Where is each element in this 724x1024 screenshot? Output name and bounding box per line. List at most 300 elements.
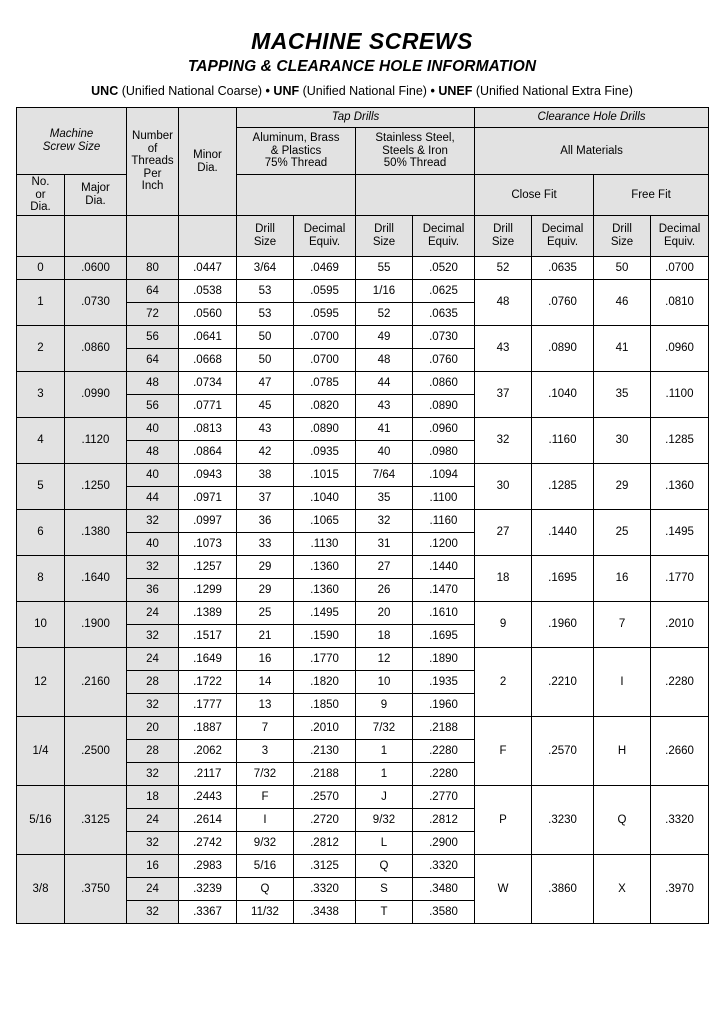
cell-tap-aluminum-drill-size: 14 [237, 671, 294, 694]
cell-major-dia: .1640 [65, 556, 127, 602]
cell-tap-aluminum-drill-size: 50 [237, 326, 294, 349]
cell-tap-stainless-drill-size: T [356, 901, 413, 924]
cell-close-fit-drill-size: 37 [475, 372, 532, 418]
cell-tap-stainless-drill-size: 27 [356, 556, 413, 579]
cell-tap-aluminum-decimal: .0700 [294, 326, 356, 349]
label-equiv: Equiv. [663, 236, 696, 248]
cell-tap-stainless-decimal: .1890 [413, 648, 475, 671]
cell-minor-dia: .0813 [179, 418, 237, 441]
cell-tap-aluminum-decimal: .0595 [294, 280, 356, 303]
table-row [17, 418, 709, 441]
cell-tap-stainless-decimal: .2280 [413, 763, 475, 786]
cell-close-fit-drill-size: 18 [475, 556, 532, 602]
cell-tap-stainless-decimal: .0520 [413, 257, 475, 280]
cell-tap-stainless-drill-size: S [356, 878, 413, 901]
legend-unef-abbr: UNEF [438, 84, 473, 98]
cell-free-fit-decimal: .1770 [651, 556, 709, 602]
cell-free-fit-drill-size: 30 [594, 418, 651, 464]
cell-screw-number: 12 [17, 648, 65, 717]
cell-close-fit-drill-size: 48 [475, 280, 532, 326]
label-equiv: Equiv. [308, 236, 341, 248]
legend-unef-full: (Unified National Extra Fine) [475, 84, 633, 98]
cell-tap-aluminum-drill-size: 33 [237, 533, 294, 556]
cell-threads-per-inch: 24 [127, 878, 179, 901]
header-minor-line1: Minor [193, 148, 222, 161]
cell-threads-per-inch: 24 [127, 809, 179, 832]
header-machine-screw-size [17, 108, 127, 175]
cell-tap-aluminum-drill-size: 3/64 [237, 257, 294, 280]
cell-tap-stainless-drill-size: 48 [356, 349, 413, 372]
cell-minor-dia: .2117 [179, 763, 237, 786]
cell-minor-dia: .0771 [179, 395, 237, 418]
header-clearance-hole-drills: Clearance Hole Drills [475, 108, 709, 128]
cell-tap-aluminum-drill-size: 29 [237, 556, 294, 579]
table-row [17, 326, 709, 349]
cell-screw-number: 3/8 [17, 855, 65, 924]
cell-tap-aluminum-decimal: .1040 [294, 487, 356, 510]
header-no-line1: No. [31, 176, 50, 189]
cell-threads-per-inch: 80 [127, 257, 179, 280]
cell-free-fit-decimal: .1360 [651, 464, 709, 510]
cell-free-fit-decimal: .3320 [651, 786, 709, 855]
cell-tap-aluminum-drill-size: 7/32 [237, 763, 294, 786]
label-size: Size [372, 236, 396, 248]
cell-minor-dia: .0997 [179, 510, 237, 533]
cell-tap-aluminum-decimal: .2010 [294, 717, 356, 740]
header-col-free-drill-size [594, 216, 651, 257]
cell-free-fit-decimal: .2660 [651, 717, 709, 786]
cell-screw-number: 5/16 [17, 786, 65, 855]
cell-tap-stainless-decimal: .0625 [413, 280, 475, 303]
cell-tap-stainless-decimal: .2280 [413, 740, 475, 763]
cell-tap-aluminum-drill-size: 21 [237, 625, 294, 648]
cell-minor-dia: .3239 [179, 878, 237, 901]
header-threads-line4: Per [143, 167, 162, 180]
cell-free-fit-drill-size: Q [594, 786, 651, 855]
legend-unc-abbr: UNC [91, 84, 119, 98]
cell-minor-dia: .3367 [179, 901, 237, 924]
table-row [17, 257, 709, 280]
cell-minor-dia: .0734 [179, 372, 237, 395]
label-drill: Drill [493, 223, 513, 236]
header-threads-line3: Threads [131, 155, 174, 168]
cell-tap-aluminum-decimal: .1360 [294, 579, 356, 602]
header-stainless-line1: Stainless Steel, [375, 132, 455, 145]
label-drill: Drill [255, 223, 275, 236]
cell-tap-aluminum-drill-size: 53 [237, 280, 294, 303]
cell-close-fit-drill-size: 30 [475, 464, 532, 510]
cell-tap-aluminum-drill-size: 29 [237, 579, 294, 602]
header-aluminum-line1: Aluminum, Brass [252, 132, 340, 145]
cell-major-dia: .3125 [65, 786, 127, 855]
cell-threads-per-inch: 32 [127, 832, 179, 855]
cell-minor-dia: .0538 [179, 280, 237, 303]
cell-threads-per-inch: 32 [127, 763, 179, 786]
machine-screw-table [16, 107, 709, 924]
cell-major-dia: .1380 [65, 510, 127, 556]
header-aluminum-brass-plastics [237, 128, 356, 175]
cell-minor-dia: .2983 [179, 855, 237, 878]
cell-free-fit-decimal: .0960 [651, 326, 709, 372]
cell-tap-aluminum-drill-size: 45 [237, 395, 294, 418]
cell-tap-aluminum-decimal: .3125 [294, 855, 356, 878]
cell-tap-stainless-decimal: .0980 [413, 441, 475, 464]
cell-tap-stainless-drill-size: 44 [356, 372, 413, 395]
cell-minor-dia: .1887 [179, 717, 237, 740]
cell-screw-number: 10 [17, 602, 65, 648]
label-decimal: Decimal [422, 223, 465, 236]
cell-threads-per-inch: 56 [127, 395, 179, 418]
cell-minor-dia: .0971 [179, 487, 237, 510]
cell-tap-stainless-drill-size: 31 [356, 533, 413, 556]
header-machine-screw-size-line1: Machine [49, 128, 94, 141]
cell-screw-number: 2 [17, 326, 65, 372]
cell-tap-aluminum-decimal: .1015 [294, 464, 356, 487]
header-free-fit: Free Fit [594, 175, 709, 216]
cell-close-fit-drill-size: 27 [475, 510, 532, 556]
cell-tap-aluminum-decimal: .1130 [294, 533, 356, 556]
cell-tap-stainless-drill-size: 40 [356, 441, 413, 464]
cell-threads-per-inch: 24 [127, 648, 179, 671]
cell-minor-dia: .1722 [179, 671, 237, 694]
table-header [17, 108, 709, 257]
cell-tap-stainless-decimal: .2812 [413, 809, 475, 832]
cell-free-fit-drill-size: 50 [594, 257, 651, 280]
cell-screw-number: 3 [17, 372, 65, 418]
cell-screw-number: 4 [17, 418, 65, 464]
header-no-line2: or [35, 188, 46, 201]
cell-threads-per-inch: 28 [127, 740, 179, 763]
label-size: Size [610, 236, 634, 248]
cell-free-fit-drill-size: 46 [594, 280, 651, 326]
header-col-tap-ss-drill-size [356, 216, 413, 257]
cell-tap-stainless-decimal: .3320 [413, 855, 475, 878]
cell-tap-stainless-drill-size: 1 [356, 763, 413, 786]
cell-minor-dia: .1073 [179, 533, 237, 556]
cell-tap-stainless-drill-size: 49 [356, 326, 413, 349]
table-row [17, 648, 709, 671]
cell-tap-stainless-decimal: .3480 [413, 878, 475, 901]
header-no-line3: Dia. [30, 201, 51, 214]
cell-tap-stainless-drill-size: 18 [356, 625, 413, 648]
cell-major-dia: .0600 [65, 257, 127, 280]
cell-tap-aluminum-drill-size: 50 [237, 349, 294, 372]
table-row [17, 717, 709, 740]
cell-tap-stainless-decimal: .2900 [413, 832, 475, 855]
label-drill: Drill [374, 223, 394, 236]
header-tap-drill-blank-2 [356, 175, 475, 216]
cell-threads-per-inch: 16 [127, 855, 179, 878]
cell-close-fit-decimal: .0760 [532, 280, 594, 326]
cell-minor-dia: .1389 [179, 602, 237, 625]
cell-close-fit-drill-size: F [475, 717, 532, 786]
cell-tap-stainless-decimal: .2770 [413, 786, 475, 809]
cell-close-fit-drill-size: 32 [475, 418, 532, 464]
cell-threads-per-inch: 40 [127, 418, 179, 441]
cell-minor-dia: .0668 [179, 349, 237, 372]
cell-tap-aluminum-drill-size: 13 [237, 694, 294, 717]
cell-minor-dia: .0560 [179, 303, 237, 326]
cell-tap-stainless-decimal: .0960 [413, 418, 475, 441]
cell-tap-aluminum-decimal: .2570 [294, 786, 356, 809]
header-col-sub-threads [127, 216, 179, 257]
cell-close-fit-drill-size: 52 [475, 257, 532, 280]
cell-threads-per-inch: 28 [127, 671, 179, 694]
cell-tap-stainless-decimal: .1610 [413, 602, 475, 625]
cell-tap-stainless-decimal: .1440 [413, 556, 475, 579]
cell-threads-per-inch: 32 [127, 625, 179, 648]
cell-close-fit-decimal: .2210 [532, 648, 594, 717]
cell-tap-stainless-drill-size: 9 [356, 694, 413, 717]
cell-tap-aluminum-decimal: .1770 [294, 648, 356, 671]
cell-tap-aluminum-decimal: .2130 [294, 740, 356, 763]
header-row-columns [17, 216, 709, 257]
cell-tap-aluminum-decimal: .0700 [294, 349, 356, 372]
cell-close-fit-decimal: .0635 [532, 257, 594, 280]
header-threads-line5: Inch [141, 180, 164, 193]
cell-tap-stainless-decimal: .0860 [413, 372, 475, 395]
cell-close-fit-decimal: .1440 [532, 510, 594, 556]
cell-threads-per-inch: 48 [127, 372, 179, 395]
cell-free-fit-decimal: .2010 [651, 602, 709, 648]
cell-threads-per-inch: 32 [127, 694, 179, 717]
cell-minor-dia: .1517 [179, 625, 237, 648]
cell-tap-aluminum-drill-size: Q [237, 878, 294, 901]
header-major-line2: Dia. [85, 195, 106, 207]
header-stainless-line3: 50% Thread [383, 157, 447, 170]
label-decimal: Decimal [658, 223, 701, 236]
cell-tap-aluminum-drill-size: 9/32 [237, 832, 294, 855]
cell-screw-number: 6 [17, 510, 65, 556]
cell-close-fit-decimal: .3860 [532, 855, 594, 924]
header-col-tap-al-drill-size [237, 216, 294, 257]
cell-close-fit-drill-size: W [475, 855, 532, 924]
cell-minor-dia: .0447 [179, 257, 237, 280]
page-title: MACHINE SCREWS [251, 28, 473, 54]
cell-minor-dia: .0943 [179, 464, 237, 487]
header-col-close-drill-size [475, 216, 532, 257]
cell-threads-per-inch: 36 [127, 579, 179, 602]
page-subtitle: TAPPING & CLEARANCE HOLE INFORMATION [187, 58, 537, 75]
cell-free-fit-drill-size: 25 [594, 510, 651, 556]
cell-tap-stainless-drill-size: Q [356, 855, 413, 878]
cell-tap-aluminum-drill-size: 53 [237, 303, 294, 326]
cell-tap-stainless-decimal: .1094 [413, 464, 475, 487]
cell-threads-per-inch: 56 [127, 326, 179, 349]
header-close-fit: Close Fit [475, 175, 594, 216]
legend-separator-1: • [265, 84, 270, 98]
legend-unf-abbr: UNF [273, 84, 300, 98]
cell-free-fit-decimal: .3970 [651, 855, 709, 924]
cell-major-dia: .2500 [65, 717, 127, 786]
cell-tap-stainless-drill-size: 52 [356, 303, 413, 326]
cell-free-fit-drill-size: 29 [594, 464, 651, 510]
cell-tap-stainless-drill-size: 20 [356, 602, 413, 625]
cell-minor-dia: .0864 [179, 441, 237, 464]
label-equiv: Equiv. [427, 236, 460, 248]
cell-threads-per-inch: 64 [127, 280, 179, 303]
header-threads-per-inch [127, 108, 179, 216]
cell-major-dia: .1250 [65, 464, 127, 510]
cell-minor-dia: .1777 [179, 694, 237, 717]
cell-tap-stainless-drill-size: 1 [356, 740, 413, 763]
cell-tap-aluminum-drill-size: 38 [237, 464, 294, 487]
header-minor-dia [179, 108, 237, 216]
cell-close-fit-decimal: .3230 [532, 786, 594, 855]
cell-free-fit-decimal: .0700 [651, 257, 709, 280]
cell-tap-aluminum-decimal: .2812 [294, 832, 356, 855]
cell-close-fit-drill-size: 2 [475, 648, 532, 717]
cell-free-fit-decimal: .0810 [651, 280, 709, 326]
table-row [17, 280, 709, 303]
cell-tap-stainless-drill-size: 1/16 [356, 280, 413, 303]
cell-threads-per-inch: 72 [127, 303, 179, 326]
cell-tap-aluminum-drill-size: 37 [237, 487, 294, 510]
cell-tap-stainless-drill-size: 35 [356, 487, 413, 510]
cell-minor-dia: .2443 [179, 786, 237, 809]
cell-free-fit-decimal: .1100 [651, 372, 709, 418]
cell-close-fit-decimal: .0890 [532, 326, 594, 372]
header-tap-drill-blank-1 [237, 175, 356, 216]
cell-threads-per-inch: 32 [127, 510, 179, 533]
cell-tap-stainless-drill-size: 9/32 [356, 809, 413, 832]
header-major-dia [65, 175, 127, 216]
cell-tap-aluminum-decimal: .3438 [294, 901, 356, 924]
cell-close-fit-decimal: .2570 [532, 717, 594, 786]
header-minor-line2: Dia. [197, 161, 218, 174]
cell-tap-stainless-drill-size: 26 [356, 579, 413, 602]
cell-tap-aluminum-decimal: .3320 [294, 878, 356, 901]
cell-tap-stainless-decimal: .0890 [413, 395, 475, 418]
cell-minor-dia: .1257 [179, 556, 237, 579]
cell-tap-aluminum-drill-size: 47 [237, 372, 294, 395]
cell-tap-aluminum-decimal: .2720 [294, 809, 356, 832]
cell-tap-stainless-decimal: .2188 [413, 717, 475, 740]
cell-free-fit-decimal: .1285 [651, 418, 709, 464]
cell-tap-aluminum-decimal: .1495 [294, 602, 356, 625]
cell-minor-dia: .2062 [179, 740, 237, 763]
cell-tap-aluminum-drill-size: I [237, 809, 294, 832]
header-all-materials: All Materials [475, 128, 709, 175]
label-equiv: Equiv. [546, 236, 579, 248]
cell-free-fit-decimal: .1495 [651, 510, 709, 556]
cell-tap-aluminum-drill-size: 3 [237, 740, 294, 763]
table-body [17, 257, 709, 924]
header-col-close-decimal [532, 216, 594, 257]
table-row [17, 855, 709, 878]
cell-tap-stainless-drill-size: 7/32 [356, 717, 413, 740]
cell-minor-dia: .1649 [179, 648, 237, 671]
label-drill: Drill [612, 223, 632, 236]
cell-major-dia: .1900 [65, 602, 127, 648]
cell-tap-stainless-decimal: .1470 [413, 579, 475, 602]
cell-tap-aluminum-decimal: .1850 [294, 694, 356, 717]
header-no-or-dia [17, 175, 65, 216]
header-stainless-steels-iron [356, 128, 475, 175]
header-tap-drills: Tap Drills [237, 108, 475, 128]
cell-threads-per-inch: 40 [127, 464, 179, 487]
cell-close-fit-decimal: .1695 [532, 556, 594, 602]
cell-tap-stainless-decimal: .1960 [413, 694, 475, 717]
cell-tap-stainless-drill-size: 32 [356, 510, 413, 533]
table-row [17, 786, 709, 809]
cell-threads-per-inch: 24 [127, 602, 179, 625]
cell-tap-stainless-decimal: .0730 [413, 326, 475, 349]
header-col-tap-al-decimal [294, 216, 356, 257]
cell-major-dia: .3750 [65, 855, 127, 924]
label-decimal: Decimal [541, 223, 584, 236]
cell-tap-aluminum-drill-size: 43 [237, 418, 294, 441]
header-col-free-decimal [651, 216, 709, 257]
cell-threads-per-inch: 32 [127, 901, 179, 924]
cell-tap-aluminum-decimal: .1820 [294, 671, 356, 694]
cell-tap-stainless-decimal: .1100 [413, 487, 475, 510]
cell-screw-number: 1/4 [17, 717, 65, 786]
cell-threads-per-inch: 20 [127, 717, 179, 740]
header-threads-line1: Number [132, 129, 173, 142]
thread-series-legend [16, 84, 708, 98]
header-col-tap-ss-decimal [413, 216, 475, 257]
cell-tap-stainless-drill-size: 43 [356, 395, 413, 418]
cell-tap-aluminum-decimal: .0890 [294, 418, 356, 441]
legend-separator-2: • [430, 84, 435, 98]
cell-tap-aluminum-decimal: .0785 [294, 372, 356, 395]
cell-close-fit-drill-size: P [475, 786, 532, 855]
cell-tap-aluminum-drill-size: 36 [237, 510, 294, 533]
cell-major-dia: .1120 [65, 418, 127, 464]
cell-tap-aluminum-drill-size: 11/32 [237, 901, 294, 924]
cell-close-fit-decimal: .1960 [532, 602, 594, 648]
header-col-sub-no [17, 216, 65, 257]
cell-free-fit-drill-size: 35 [594, 372, 651, 418]
header-stainless-line2: Steels & Iron [382, 144, 448, 157]
cell-tap-aluminum-decimal: .1065 [294, 510, 356, 533]
cell-tap-aluminum-drill-size: 5/16 [237, 855, 294, 878]
cell-threads-per-inch: 40 [127, 533, 179, 556]
cell-threads-per-inch: 48 [127, 441, 179, 464]
cell-minor-dia: .1299 [179, 579, 237, 602]
cell-tap-stainless-decimal: .0760 [413, 349, 475, 372]
cell-tap-aluminum-decimal: .2188 [294, 763, 356, 786]
cell-free-fit-drill-size: H [594, 717, 651, 786]
cell-tap-stainless-decimal: .1935 [413, 671, 475, 694]
cell-minor-dia: .0641 [179, 326, 237, 349]
table-row [17, 372, 709, 395]
cell-tap-aluminum-drill-size: 16 [237, 648, 294, 671]
cell-free-fit-drill-size: I [594, 648, 651, 717]
cell-free-fit-drill-size: 41 [594, 326, 651, 372]
cell-free-fit-drill-size: 7 [594, 602, 651, 648]
cell-tap-aluminum-decimal: .1360 [294, 556, 356, 579]
header-aluminum-line3: 75% Thread [264, 157, 328, 170]
cell-screw-number: 5 [17, 464, 65, 510]
cell-tap-stainless-decimal: .1695 [413, 625, 475, 648]
cell-minor-dia: .2614 [179, 809, 237, 832]
header-machine-screw-size-line2: Screw Size [42, 141, 101, 153]
cell-tap-aluminum-decimal: .1590 [294, 625, 356, 648]
table-row [17, 602, 709, 625]
cell-close-fit-drill-size: 9 [475, 602, 532, 648]
cell-close-fit-decimal: .1160 [532, 418, 594, 464]
cell-tap-stainless-drill-size: 55 [356, 257, 413, 280]
cell-major-dia: .0990 [65, 372, 127, 418]
cell-tap-stainless-drill-size: J [356, 786, 413, 809]
cell-tap-aluminum-drill-size: 42 [237, 441, 294, 464]
header-threads-line2: of [147, 142, 158, 155]
label-size: Size [491, 236, 515, 248]
cell-major-dia: .0730 [65, 280, 127, 326]
cell-major-dia: .2160 [65, 648, 127, 717]
